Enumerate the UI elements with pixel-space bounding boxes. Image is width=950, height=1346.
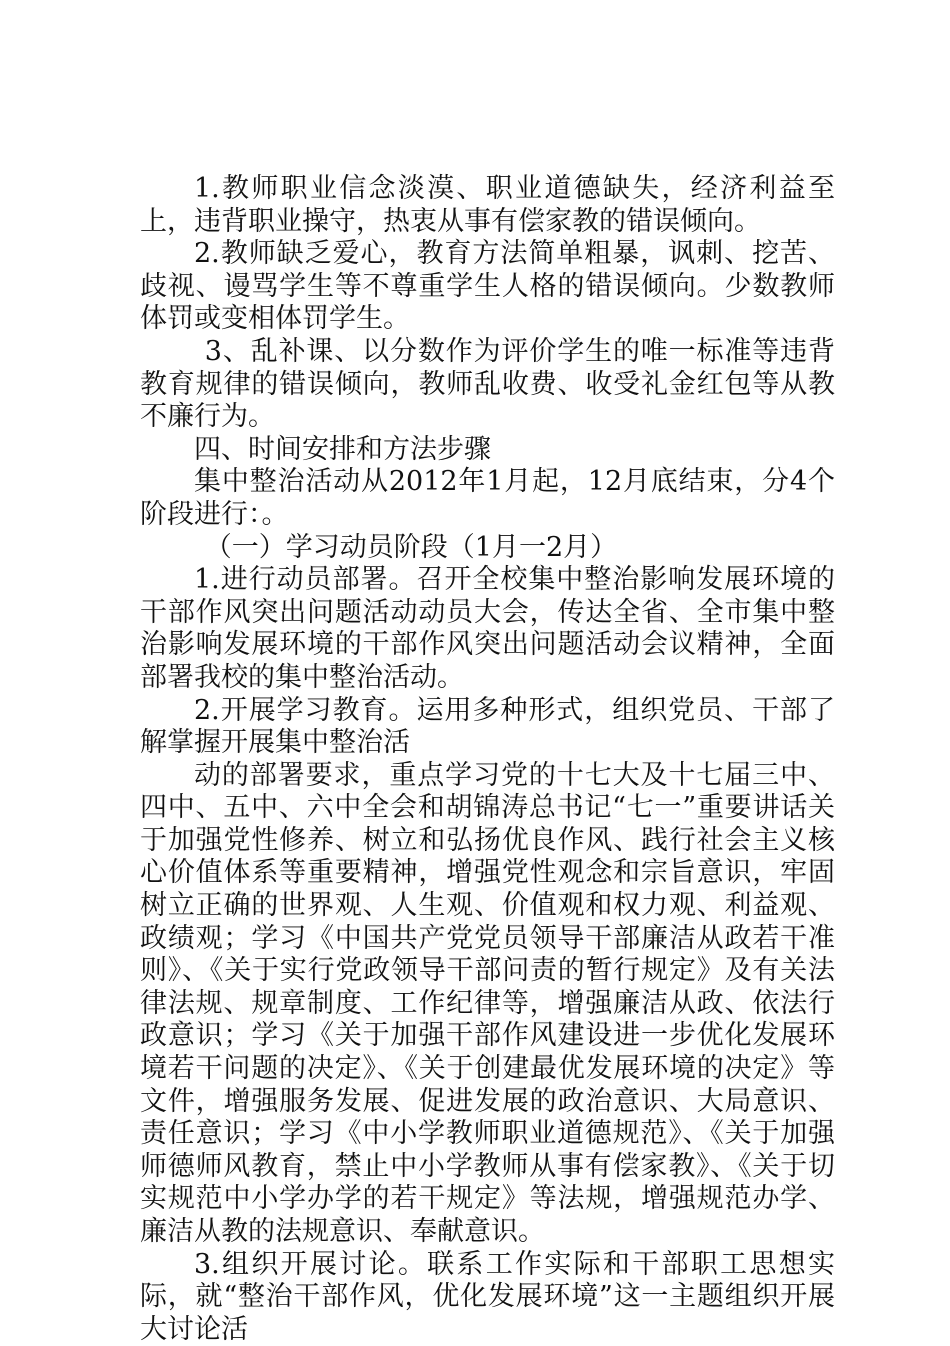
paragraph-schedule: 集中整治活动从2012年1月起，12月底结束，分4个阶段进行：。 xyxy=(140,466,835,530)
paragraph-item-2: 2.教师缺乏爱心，教育方法简单粗暴，讽刺、挖苦、歧视、谩骂学生等不尊重学生人格的错误倾向。少数教师体罚或变相体罚学生。 xyxy=(140,238,835,335)
document-body xyxy=(140,173,835,1346)
paragraph-step-2-continued: 动的部署要求，重点学习党的十七大及十七届三中、四中、五中、六中全会和胡锦涛总书记“七一”重要讲话关于加强党性修养、树立和弘扬优良作风、践行社会主义核心价值体系等重要精神，增强党性观念和宗旨意识，牢固树立正确的世界观、人生观、价值观和权力观、利益观、政绩观；学习《中国共产党党员领导干部廉洁从政若干准则》、《关于实行党政领导干部问责的暂行规定》及有关法律法规、规章制度、工作纪律等，增强廉洁从政、依法行政意识；学习《关于加强干部作风建设进一步优化发展环境若干问题的决定》、《关于创建最优发展环境的决定》等文件，增强服务发展、促进发展的政治意识、大局意识、责任意识；学习《中小学教师职业道德规范》、《关于加强师德师风教育，禁止中小学教师从事有偿家教》、《关于切实规范中小学办学的若干规定》等法规，增强规范办学、廉洁从教的法规意识、奉献意识。 xyxy=(140,759,835,1247)
paragraph-step-1: 1.进行动员部署。召开全校集中整治影响发展环境的干部作风突出问题活动动员大会，传达全省、全市集中整治影响发展环境的干部作风突出问题活动会议精神，全面部署我校的集中整治活动。 xyxy=(140,564,835,693)
section-heading: 四、时间安排和方法步骤 xyxy=(194,433,491,465)
paragraph-step-2: 2.开展学习教育。运用多种形式，组织党员、干部了解掌握开展集中整治活 xyxy=(140,694,835,759)
paragraph-item-1: 1.教师职业信念淡漠、职业道德缺失，经济利益至上，违背职业操守，热衷从事有偿家教的错误倾向。 xyxy=(140,173,835,237)
paragraph-step-3: 3.组织开展讨论。联系工作实际和干部职工思想实际，就“整治干部作风，优化发展环境”这一主题组织开展大讨论活 xyxy=(140,1248,835,1345)
paragraph-item-3: 3、乱补课、以分数作为评价学生的唯一标准等违背教育规律的错误倾向，教师乱收费、收受礼金红包等从教不廉行为。 xyxy=(140,335,835,433)
stage-heading: （一）学习动员阶段（1月一2月） xyxy=(204,531,618,563)
